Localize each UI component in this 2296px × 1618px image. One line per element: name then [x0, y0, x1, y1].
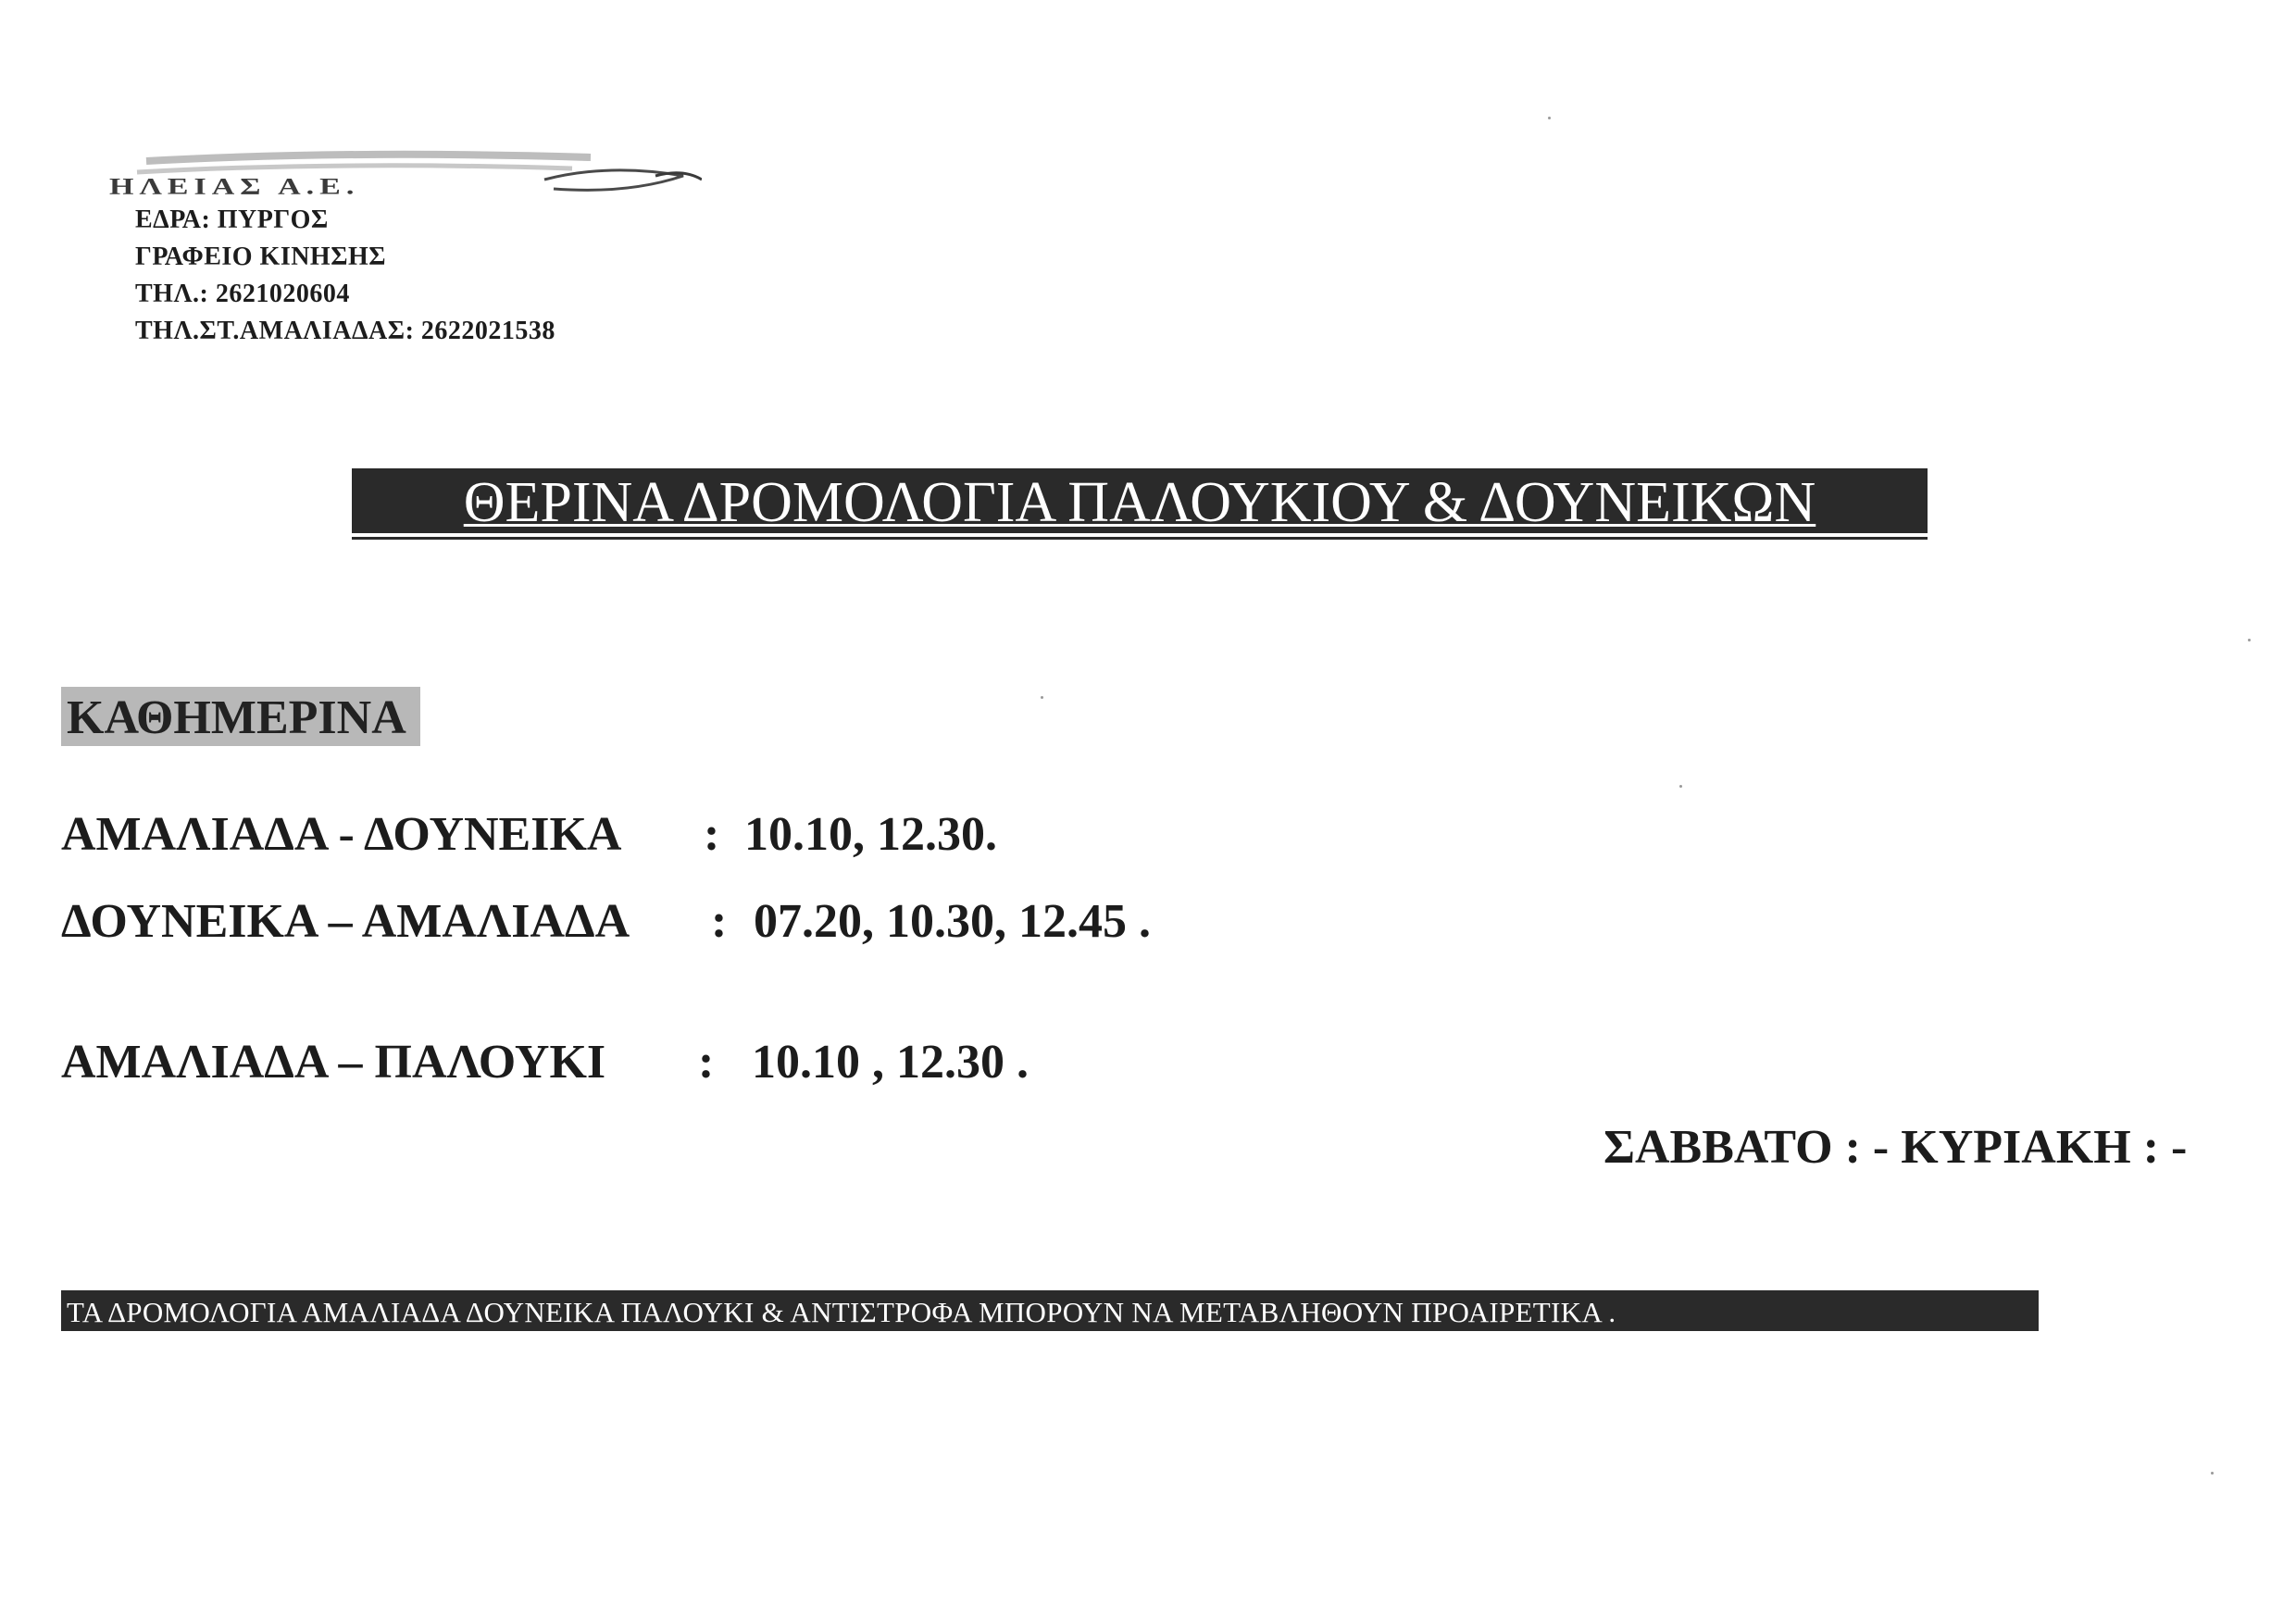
- scan-speck: [2211, 1472, 2214, 1475]
- scan-speck: [1548, 117, 1551, 119]
- phone-line: ΤΗΛ.: 2621020604: [135, 280, 350, 308]
- office-line: ΓΡΑΦΕΙΟ ΚΙΝΗΣΗΣ: [135, 243, 387, 271]
- scan-speck: [2248, 639, 2251, 641]
- scan-speck: [1679, 785, 1682, 788]
- route-separator: :: [711, 895, 728, 948]
- daily-label: ΚΑΘΗΜΕΡΙΝΑ: [61, 687, 420, 746]
- title-underline: [352, 537, 1928, 540]
- route-times: 07.20, 10.30, 12.45 .: [754, 895, 1151, 948]
- contact-info: [135, 202, 555, 350]
- weekend-schedule: ΣΑΒΒΑΤΟ : - ΚΥΡΙΑΚΗ : -: [1603, 1121, 2188, 1174]
- route-name: ΑΜΑΛΙΑΔΑ – ΠΑΛΟΥΚΙ: [61, 1036, 606, 1089]
- route-name: ΑΜΑΛΙΑΔΑ - ΔΟΥΝΕΙΚΑ: [61, 808, 622, 861]
- page-title: ΘΕΡΙΝΑ ΔΡΟΜΟΛΟΓΙΑ ΠΑΛΟΥΚΙΟΥ & ΔΟΥΝΕΙΚΩΝ: [352, 468, 1928, 533]
- route-times: 10.10 , 12.30 .: [752, 1036, 1029, 1089]
- svg-text:ΗΛΕΙΑΣ Α.Ε.: ΗΛΕΙΑΣ Α.Ε.: [109, 172, 360, 200]
- route-times: 10.10, 12.30.: [744, 808, 997, 861]
- bus-logo-icon: [109, 148, 702, 205]
- route-name: ΔΟΥΝΕΙΚΑ – ΑΜΑΛΙΑΔΑ: [61, 895, 630, 948]
- schedule-note: ΤΑ ΔΡΟΜΟΛΟΓΙΑ ΑΜΑΛΙΑΔΑ ΔΟΥΝΕΙΚΑ ΠΑΛΟΥΚΙ & ΑΝΤΙΣΤΡΟΦΑ ΜΠΟΡΟΥΝ ΝΑ ΜΕΤΑΒΛΗΘΟΥΝ ΠΡΟΑΙΡΕΤΙΚΑ .: [61, 1290, 2039, 1331]
- route-separator: :: [704, 808, 720, 861]
- seat-line: ΕΔΡΑ: ΠΥΡΓΟΣ: [135, 205, 329, 234]
- route-separator: :: [698, 1036, 715, 1089]
- phone-amaliada-line: ΤΗΛ.ΣΤ.ΑΜΑΛΙΑΔΑΣ: 2622021538: [135, 317, 555, 345]
- scan-speck: [1041, 696, 1043, 699]
